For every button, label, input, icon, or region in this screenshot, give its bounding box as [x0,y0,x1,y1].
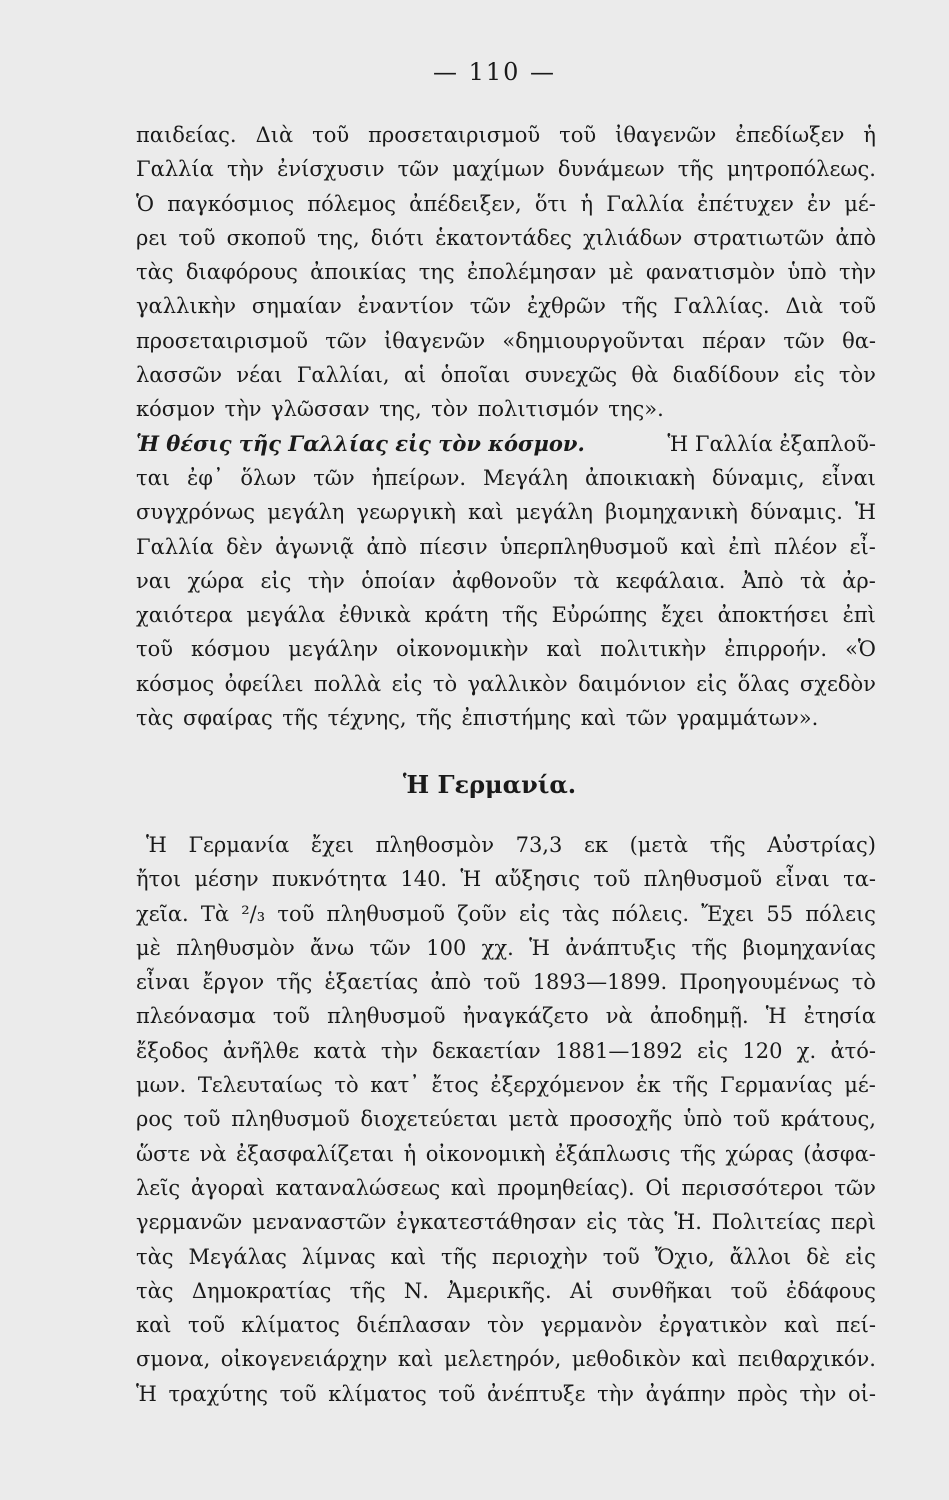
text-line: σμονα, οἰκογενειάρχην καὶ μελετηρόν, μεθοδικὸν καὶ πειθαρχικόν. [136,1347,876,1372]
text-line: πλεόνασμα τοῦ πληθυσμοῦ ἠναγκάζετο νὰ ἀποδημῇ. Ἡ ἐτησία [136,1004,876,1029]
text-line: γερμανῶν μεναναστῶν ἐγκατεστάθησαν εἰς τὰς Ἡ. Πολιτείας περὶ [136,1210,876,1235]
text-line: ρει τοῦ σκοποῦ της, διότι ἑκατοντάδες χιλιάδων στρατιωτῶν ἀπὸ [136,225,876,250]
text-line: λεῖς ἀγοραὶ καταναλώσεως καὶ προμηθείας). Οἱ περισσότεροι τῶν [136,1175,876,1200]
text-line: καὶ τοῦ κλίματος διέπλασαν τὸν γερμανὸν ἐργατικὸν καὶ πεί- [136,1313,876,1338]
page-number: — 110 — [432,58,557,86]
text-line: ρος τοῦ πληθυσμοῦ διοχετεύεται μετὰ προσοχῆς ὑπὸ τοῦ κράτους, [136,1107,876,1132]
text-line: κόσμον τὴν γλῶσσαν της, τὸν πολιτισμόν της». [136,397,664,422]
subheading-france-in-world: Ἡ θέσις τῆς Γαλλίας εἰς τὸν κόσμον. [136,430,585,456]
text-line: Ἡ Γερμανία ἔχει πληθοσμὸν 73,3 εκ (μετὰ τῆς Αὐστρίας) [146,833,876,857]
text-line: παιδείας. Διὰ τοῦ προσεταιρισμοῦ τοῦ ἰθαγενῶν ἐπεδίωξεν ἡ [136,123,876,147]
text-line: τοῦ κόσμου μεγάλην οἰκονομικὴν καὶ πολιτικὴν ἐπιρροήν. «Ὁ [136,637,876,662]
text-line: Ὁ παγκόσμιος πόλεμος ἀπέδειξεν, ὅτι ἡ Γαλλία ἐπέτυχεν ἐν μέ- [136,191,876,216]
text-line: Ἡ τραχύτης τοῦ κλίματος τοῦ ἀνέπτυξε τὴν ἀγάπην πρὸς τὴν οἰ- [136,1381,876,1406]
lower-text-block [136,828,876,1411]
text-line: εἶναι ἔργον τῆς ἑξαετίας ἀπὸ τοῦ 1893—1899. Προηγουμένως τὸ [136,970,876,995]
upper-text-block [136,118,876,735]
text-line: ἔξοδος ἀνῆλθε κατὰ τὴν δεκαετίαν 1881—1892 εἰς 120 χ. ἀτό- [136,1038,876,1063]
text-line: Γαλλία τὴν ἐνίσχυσιν τῶν μαχίμων δυνάμεων τῆς μητροπόλεως. [136,157,876,182]
paragraph-germany [136,828,876,1411]
text-line: Γαλλία δὲν ἀγωνιᾷ ἀπὸ πίεσιν ὑπερπληθυσμοῦ καὶ ἐπὶ πλέον εἶ- [136,534,876,559]
section-heading-germany: Ἡ Γερμανία. [402,770,577,799]
text-line: τὰς Δημοκρατίας τῆς Ν. Ἀμερικῆς. Αἱ συνθῆκαι τοῦ ἐδάφους [136,1278,876,1303]
text-line: τὰς Μεγάλας λίμνας καὶ τῆς περιοχὴν τοῦ Ὄχιο, ἄλλοι δὲ εἰς [136,1244,876,1269]
text-line: γαλλικὴν σημαίαν ἐναντίον τῶν ἐχθρῶν τῆς Γαλλίας. Διὰ τοῦ [136,294,876,319]
text-fragment: Ἡ Γαλλία ἐξαπλοῦ- [667,431,876,456]
text-line: προσεταιρισμοῦ τῶν ἰθαγενῶν «δημιουργοῦνται πέραν τῶν θα- [136,328,876,353]
text-line-france-position [136,427,876,461]
text-line: χεῖα. Τὰ ²/₃ τοῦ πληθυσμοῦ ζοῦν εἰς τὰς πόλεις. Ἔχει 55 πόλεις [136,901,876,926]
paragraph-france-colonies [136,118,876,427]
paragraph-france-in-world [136,461,876,735]
text-line: τὰς διαφόρους ἀποικίας της ἐπολέμησαν μὲ φανατισμὸν ὑπὸ τὴν [136,260,876,285]
text-line: μων. Τελευταίως τὸ κατ᾽ ἔτος ἐξερχόμενον ἐκ τῆς Γερμανίας μέ- [136,1073,876,1098]
text-line: τὰς σφαίρας τῆς τέχνης, τῆς ἐπιστήμης καὶ τῶν γραμμάτων». [136,706,819,731]
text-line: ἤτοι μέσην πυκνότητα 140. Ἡ αὔξησις τοῦ πληθυσμοῦ εἶναι τα- [136,867,876,892]
text-line: ται ἐφ᾽ ὅλων τῶν ἠπείρων. Μεγάλη ἀποικιακὴ δύναμις, εἶναι [136,465,876,490]
text-line: κόσμος ὀφείλει πολλὰ εἰς τὸ γαλλικὸν δαιμόνιον εἰς ὅλας σχεδὸν [136,671,876,696]
text-line: χαιότερα μεγάλα ἐθνικὰ κράτη τῆς Εὐρώπης ἔχει ἀποκτήσει ἐπὶ [136,603,876,628]
text-line: μὲ πληθυσμὸν ἄνω τῶν 100 χχ. Ἡ ἀνάπτυξις τῆς βιομηχανίας [136,935,876,960]
text-line: ναι χώρα εἰς τὴν ὁποίαν ἀφθονοῦν τὰ κεφάλαια. Ἀπὸ τὰ ἀρ- [136,568,876,593]
text-line: συγχρόνως μεγάλη γεωργικὴ καὶ μεγάλη βιομηχανικὴ δύναμις. Ἡ [136,500,876,525]
text-line: ὥστε νὰ ἐξασφαλίζεται ἡ οἰκονομικὴ ἐξάπλωσις τῆς χώρας (ἀσφα- [136,1141,876,1166]
text-line: λασσῶν νέαι Γαλλίαι, αἱ ὁποῖαι συνεχῶς θὰ διαδίδουν εἰς τὸν [136,363,876,388]
